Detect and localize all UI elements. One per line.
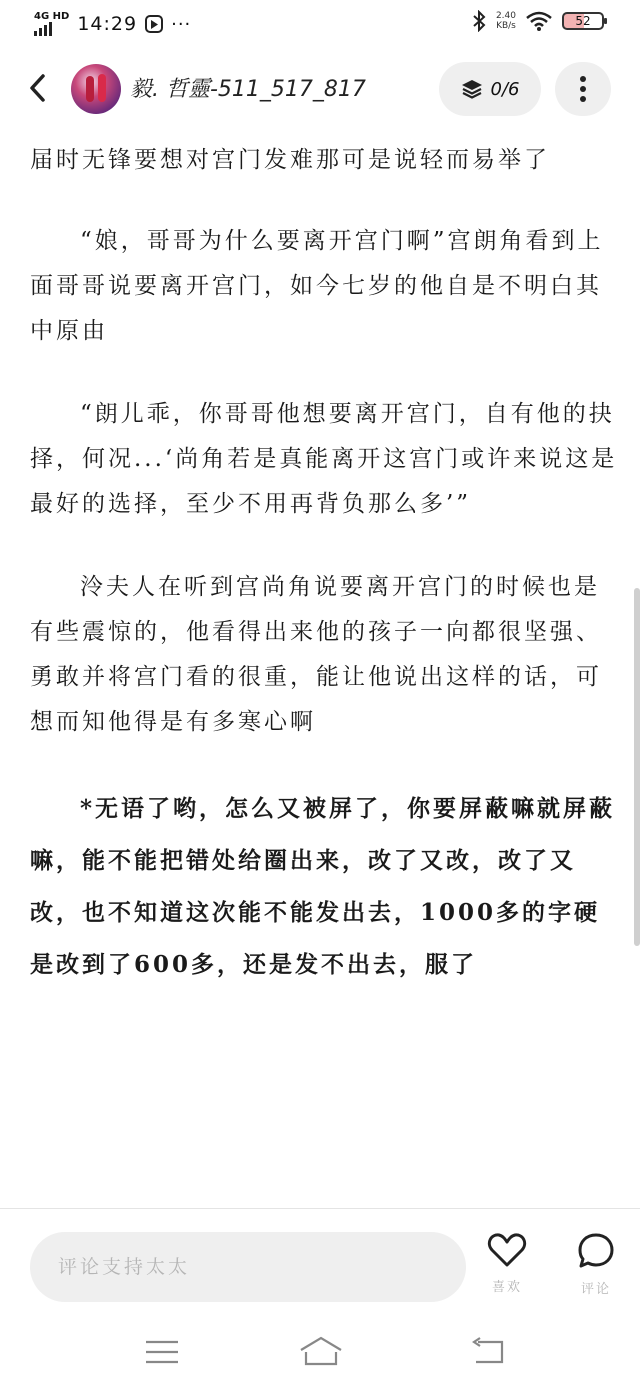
paragraph: 泠夫人在听到宫尚角说要离开宫门的时候也是有些震惊的，他看得出来他的孩子一向都很坚强、勇敢并将宫门看的很重，能让他说出这样的话，可想而知他得是有多寒心啊 [30,574,602,735]
home-icon[interactable] [298,1332,344,1372]
more-notifications-icon: ··· [171,13,192,35]
comment-label: 评论 [580,1282,611,1297]
author-avatar[interactable] [71,64,121,114]
network-speed [496,11,516,31]
wifi-icon [526,11,552,31]
author-note: *无语了哟，怎么又被屏了，你要屏蔽嘛就屏蔽嘛，能不能把错处给圈出来，改了又改，改了又改，也不知道这次能不能发出去，1000多的字硬是改到了600多，还是发不出去，服了 [30,795,616,978]
like-button[interactable] [477,1232,537,1295]
author-name[interactable]: 毅. 哲靈-511_517_817 [130,77,366,102]
system-nav-bar [0,1320,640,1380]
back-nav-icon[interactable] [468,1332,508,1372]
status-right [472,10,604,32]
heart-icon [487,1232,527,1268]
paragraph: “娘，哥哥为什么要离开宫门啊”宫朗角看到上面哥哥说要离开宫门，如今七岁的他自是不明白其中原由 [30,228,604,344]
media-play-icon [145,15,163,33]
comment-button[interactable] [566,1232,626,1297]
back-arrow-icon[interactable] [26,72,50,104]
network-indicator [34,12,69,36]
clock: 14:29 [77,13,138,35]
status-left [34,12,191,36]
like-label: 喜欢 [491,1280,522,1295]
divider [0,1208,640,1209]
comment-input[interactable] [30,1232,466,1302]
status-bar [0,0,640,48]
more-vertical-icon [580,76,586,82]
comment-bubble-icon [577,1232,615,1270]
paragraph: “朗儿乖，你哥哥他想要离开宫门，自有他的抉择，何况...‘尚角若是真能离开这宫门或许来说这是最好的选择，至少不用再背负那么多’” [30,401,618,517]
speed-value: 2.40 [495,11,516,21]
bluetooth-icon [472,10,486,32]
article-header [0,58,640,122]
scrollbar[interactable] [634,588,640,946]
article-body [30,138,620,1029]
menu-icon[interactable] [142,1332,182,1372]
page-indicator-button[interactable] [439,62,541,116]
battery-icon: 52 [562,12,604,30]
speed-unit: KB/s [496,21,516,31]
more-options-button[interactable] [555,62,611,116]
signal-icon [34,22,52,36]
layers-icon [461,78,483,100]
network-type: 4G HD [34,11,70,22]
paragraph: 届时无锋要想对宫门发难那可是说轻而易举了 [30,147,550,173]
page-indicator: 0/6 [490,78,520,100]
